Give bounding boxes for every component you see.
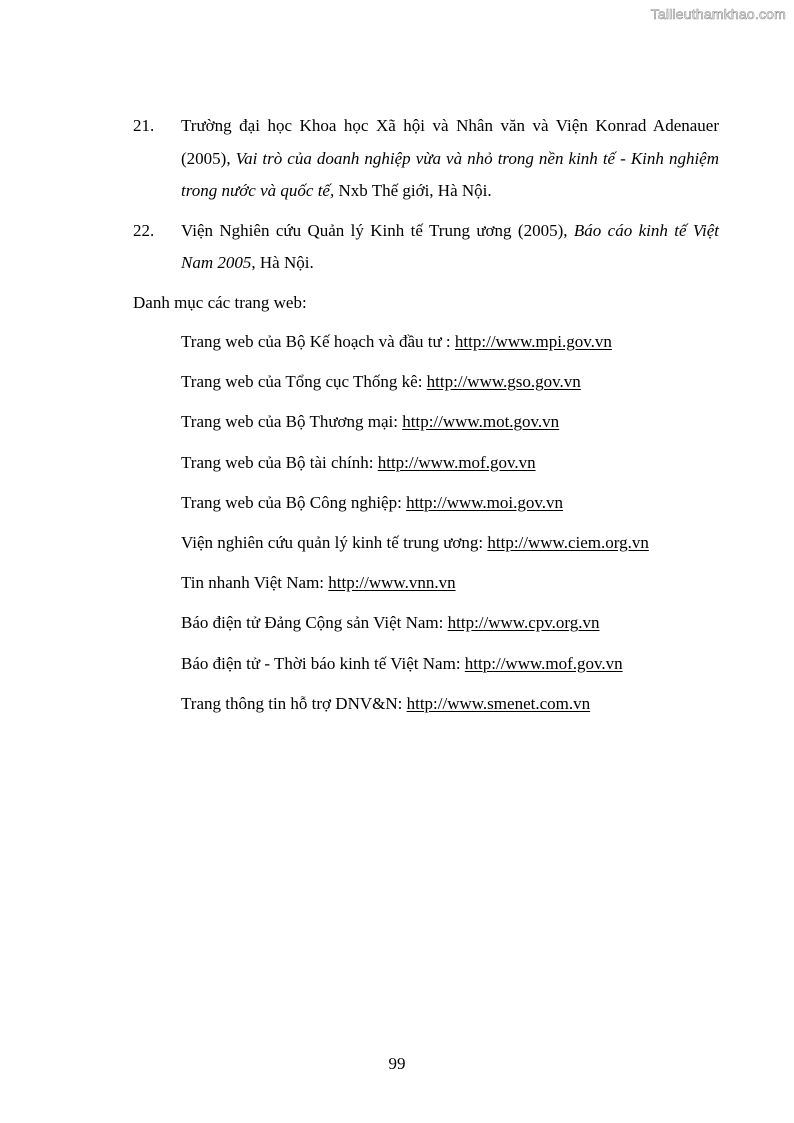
reference-publisher: Nxb Thế giới, Hà Nội. [334, 181, 492, 200]
website-link[interactable]: http://www.gso.gov.vn [426, 372, 581, 392]
reference-item [133, 215, 719, 280]
website-item [181, 649, 649, 689]
website-item [181, 689, 649, 729]
reference-authors: Trường đại học Khoa học Xã hội và Nhân văn và Viện Konrad Adenauer (2005), [181, 116, 719, 168]
watermark: Tailieuthamkhao.com [650, 6, 786, 22]
website-link[interactable]: http://www.mpi.gov.vn [454, 332, 612, 351]
reference-number: 22. [133, 220, 155, 240]
reference-number: 21. [133, 116, 155, 135]
website-label: Trang web của Bộ Công nghiệp: [181, 492, 407, 512]
website-link[interactable]: http://www.mof.gov.vn [377, 452, 536, 472]
website-label: Trang thông tin hỗ trợ DNV&N: [181, 693, 407, 713]
websites-heading: Danh mục các trang web: [133, 293, 307, 312]
website-item [181, 528, 649, 568]
reference-list [133, 110, 719, 287]
website-label: Trang web của Bộ Kế hoạch và đầu tư : [181, 332, 455, 351]
website-link[interactable]: http://www.vnn.vn [328, 573, 456, 593]
reference-item [133, 110, 719, 208]
website-link[interactable]: http://www.cpv.org.vn [447, 613, 600, 633]
website-link[interactable]: http://www.mof.gov.vn [464, 653, 623, 673]
website-label: Tin nhanh Việt Nam: [181, 573, 329, 593]
website-link[interactable]: http://www.moi.gov.vn [406, 492, 564, 512]
website-item [181, 488, 649, 528]
website-label: Trang web của Bộ tài chính: [181, 452, 378, 472]
website-link[interactable]: http://www.ciem.org.vn [487, 532, 649, 552]
reference-publisher: , Hà Nội. [251, 253, 314, 272]
website-label: Trang web của Tổng cục Thống kê: [181, 372, 427, 392]
reference-authors: Viện Nghiên cứu Quản lý Kinh tế Trung ương (2005), [181, 220, 574, 240]
website-item [181, 367, 649, 407]
page-number: 99 [388, 1054, 406, 1073]
website-label: Báo điện tử - Thời báo kinh tế Việt Nam: [181, 653, 465, 673]
website-link[interactable]: http://www.mot.gov.vn [402, 412, 560, 432]
website-label: Trang web của Bộ Thương mại: [181, 412, 403, 432]
website-list [181, 327, 649, 729]
reference-title: Vai trò của doanh nghiệp vừa và nhỏ trong nền kinh tế - Kinh nghiệm trong nước và quốc tế, [181, 148, 719, 200]
website-item [181, 608, 649, 648]
website-label: Viện nghiên cứu quản lý kinh tế trung ương: [181, 532, 488, 552]
website-item [181, 407, 649, 447]
website-item [181, 568, 649, 608]
website-link[interactable]: http://www.smenet.com.vn [406, 693, 591, 713]
reference-title: Báo cáo kinh tế Việt Nam 2005 [181, 220, 719, 272]
website-item [181, 327, 649, 367]
website-item [181, 448, 649, 488]
website-label: Báo điện tử Đảng Cộng sản Việt Nam: [181, 613, 448, 633]
